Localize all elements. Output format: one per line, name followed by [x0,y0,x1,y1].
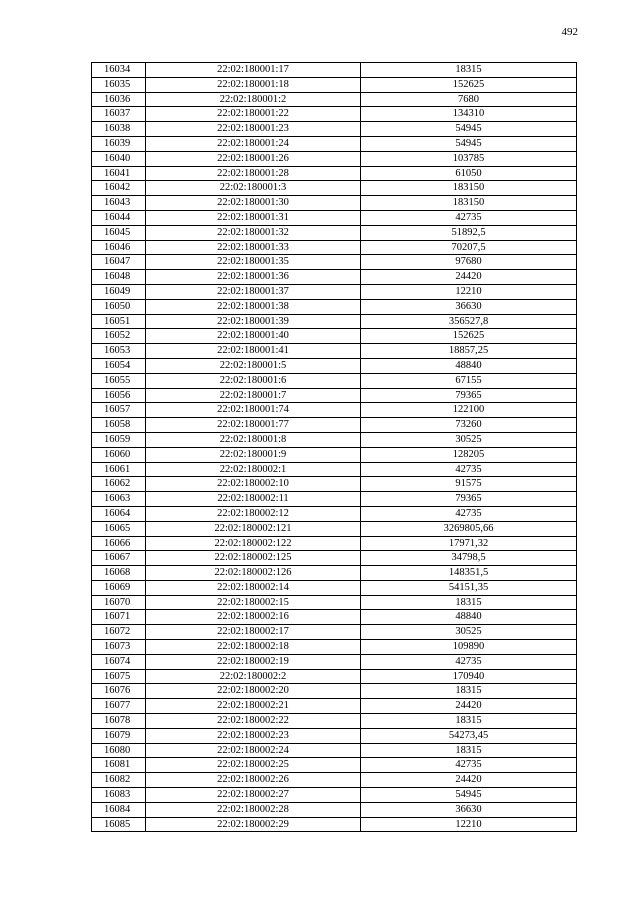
table-row [92,551,577,566]
value-cell: 18315 [361,743,577,758]
value-cell: 42735 [361,654,577,669]
table-row [92,462,577,477]
row-number-cell: 16066 [92,536,146,551]
row-number-cell: 16071 [92,610,146,625]
table-row [92,299,577,314]
cadastral-number-cell: 22:02:180002:126 [146,566,361,581]
value-cell: 17971,32 [361,536,577,551]
value-cell: 7680 [361,92,577,107]
cadastral-number-cell: 22:02:180001:17 [146,63,361,78]
row-number-cell: 16053 [92,344,146,359]
value-cell: 42735 [361,462,577,477]
row-number-cell: 16049 [92,284,146,299]
table-row [92,388,577,403]
value-cell: 34798,5 [361,551,577,566]
table-row [92,640,577,655]
value-cell: 18315 [361,595,577,610]
cadastral-number-cell: 22:02:180001:31 [146,210,361,225]
row-number-cell: 16041 [92,166,146,181]
cadastral-number-cell: 22:02:180001:41 [146,344,361,359]
row-number-cell: 16081 [92,758,146,773]
value-cell: 36630 [361,299,577,314]
value-cell: 51892,5 [361,225,577,240]
row-number-cell: 16036 [92,92,146,107]
table-row [92,92,577,107]
value-cell: 48840 [361,610,577,625]
value-cell: 97680 [361,255,577,270]
table-row [92,210,577,225]
table-row [92,684,577,699]
cadastral-number-cell: 22:02:180002:22 [146,714,361,729]
cadastral-number-cell: 22:02:180002:11 [146,492,361,507]
value-cell: 128205 [361,447,577,462]
table-row [92,344,577,359]
value-cell: 148351,5 [361,566,577,581]
cadastral-number-cell: 22:02:180002:122 [146,536,361,551]
table-row [92,196,577,211]
table-row [92,714,577,729]
cadastral-number-cell: 22:02:180001:39 [146,314,361,329]
cadastral-number-cell: 22:02:180001:2 [146,92,361,107]
row-number-cell: 16056 [92,388,146,403]
table-row [92,432,577,447]
cadastral-number-cell: 22:02:180001:5 [146,358,361,373]
table-row [92,63,577,78]
row-number-cell: 16046 [92,240,146,255]
table-row [92,788,577,803]
value-cell: 54945 [361,136,577,151]
table-row [92,314,577,329]
row-number-cell: 16084 [92,802,146,817]
value-cell: 3269805,66 [361,521,577,536]
row-number-cell: 16079 [92,728,146,743]
row-number-cell: 16059 [92,432,146,447]
value-cell: 18315 [361,63,577,78]
table-row [92,817,577,832]
row-number-cell: 16051 [92,314,146,329]
value-cell: 170940 [361,669,577,684]
value-cell: 54273,45 [361,728,577,743]
table-row [92,699,577,714]
table-row [92,610,577,625]
table-row [92,181,577,196]
row-number-cell: 16057 [92,403,146,418]
cadastral-number-cell: 22:02:180002:2 [146,669,361,684]
cadastral-number-cell: 22:02:180001:6 [146,373,361,388]
table-row [92,403,577,418]
cadastral-number-cell: 22:02:180002:27 [146,788,361,803]
table-row [92,625,577,640]
cadastral-number-cell: 22:02:180002:15 [146,595,361,610]
cadastral-number-cell: 22:02:180001:32 [146,225,361,240]
cadastral-number-cell: 22:02:180001:36 [146,270,361,285]
value-cell: 54151,35 [361,580,577,595]
row-number-cell: 16060 [92,447,146,462]
value-cell: 134310 [361,107,577,122]
row-number-cell: 16038 [92,122,146,137]
row-number-cell: 16034 [92,63,146,78]
cadastral-number-cell: 22:02:180001:35 [146,255,361,270]
table-row [92,728,577,743]
cadastral-number-cell: 22:02:180001:18 [146,77,361,92]
row-number-cell: 16061 [92,462,146,477]
table-row [92,225,577,240]
cadastral-number-cell: 22:02:180001:22 [146,107,361,122]
cadastral-number-cell: 22:02:180001:7 [146,388,361,403]
row-number-cell: 16052 [92,329,146,344]
table-row [92,418,577,433]
table-row [92,240,577,255]
cadastral-number-cell: 22:02:180002:17 [146,625,361,640]
table-row [92,447,577,462]
value-cell: 42735 [361,758,577,773]
value-cell: 48840 [361,358,577,373]
row-number-cell: 16075 [92,669,146,684]
value-cell: 356527,8 [361,314,577,329]
row-number-cell: 16073 [92,640,146,655]
value-cell: 152625 [361,329,577,344]
row-number-cell: 16065 [92,521,146,536]
table-row [92,270,577,285]
cadastral-number-cell: 22:02:180001:26 [146,151,361,166]
table-row [92,122,577,137]
row-number-cell: 16058 [92,418,146,433]
cadastral-number-cell: 22:02:180002:1 [146,462,361,477]
value-cell: 24420 [361,699,577,714]
row-number-cell: 16042 [92,181,146,196]
value-cell: 70207,5 [361,240,577,255]
row-number-cell: 16048 [92,270,146,285]
value-cell: 18315 [361,714,577,729]
table-row [92,595,577,610]
row-number-cell: 16067 [92,551,146,566]
cadastral-number-cell: 22:02:180002:121 [146,521,361,536]
row-number-cell: 16040 [92,151,146,166]
cadastral-number-cell: 22:02:180002:28 [146,802,361,817]
cadastral-number-cell: 22:02:180002:23 [146,728,361,743]
row-number-cell: 16039 [92,136,146,151]
cadastral-number-cell: 22:02:180002:12 [146,506,361,521]
row-number-cell: 16035 [92,77,146,92]
row-number-cell: 16050 [92,299,146,314]
value-cell: 79365 [361,492,577,507]
table-row [92,536,577,551]
table-row [92,358,577,373]
table-row [92,743,577,758]
value-cell: 30525 [361,625,577,640]
cadastral-number-cell: 22:02:180001:40 [146,329,361,344]
table-row [92,669,577,684]
table-row [92,802,577,817]
value-cell: 91575 [361,477,577,492]
row-number-cell: 16044 [92,210,146,225]
value-cell: 67155 [361,373,577,388]
cadastral-number-cell: 22:02:180002:25 [146,758,361,773]
value-cell: 183150 [361,196,577,211]
table-row [92,477,577,492]
value-cell: 24420 [361,773,577,788]
cadastral-number-cell: 22:02:180002:20 [146,684,361,699]
row-number-cell: 16069 [92,580,146,595]
table-row [92,166,577,181]
table-row [92,506,577,521]
row-number-cell: 16043 [92,196,146,211]
value-cell: 12210 [361,817,577,832]
table-row [92,136,577,151]
cadastral-number-cell: 22:02:180002:21 [146,699,361,714]
table-row [92,77,577,92]
row-number-cell: 16064 [92,506,146,521]
cadastral-number-cell: 22:02:180002:14 [146,580,361,595]
table-row [92,758,577,773]
cadastral-number-cell: 22:02:180001:33 [146,240,361,255]
cadastral-number-cell: 22:02:180001:77 [146,418,361,433]
value-cell: 18857,25 [361,344,577,359]
value-cell: 42735 [361,506,577,521]
table-row [92,151,577,166]
table-row [92,284,577,299]
table-row [92,373,577,388]
row-number-cell: 16037 [92,107,146,122]
value-cell: 54945 [361,788,577,803]
value-cell: 122100 [361,403,577,418]
value-cell: 79365 [361,388,577,403]
value-cell: 152625 [361,77,577,92]
cadastral-number-cell: 22:02:180002:29 [146,817,361,832]
cadastral-number-cell: 22:02:180001:74 [146,403,361,418]
cadastral-number-cell: 22:02:180001:24 [146,136,361,151]
row-number-cell: 16054 [92,358,146,373]
cadastral-number-cell: 22:02:180002:24 [146,743,361,758]
row-number-cell: 16072 [92,625,146,640]
row-number-cell: 16045 [92,225,146,240]
value-cell: 109890 [361,640,577,655]
row-number-cell: 16062 [92,477,146,492]
value-cell: 36630 [361,802,577,817]
value-cell: 103785 [361,151,577,166]
cadastral-number-cell: 22:02:180001:30 [146,196,361,211]
row-number-cell: 16070 [92,595,146,610]
value-cell: 12210 [361,284,577,299]
cadastral-number-cell: 22:02:180002:26 [146,773,361,788]
row-number-cell: 16078 [92,714,146,729]
value-cell: 73260 [361,418,577,433]
value-cell: 18315 [361,684,577,699]
cadastral-number-cell: 22:02:180002:19 [146,654,361,669]
row-number-cell: 16047 [92,255,146,270]
row-number-cell: 16080 [92,743,146,758]
page-number: 492 [561,26,578,38]
cadastral-number-cell: 22:02:180001:23 [146,122,361,137]
table-row [92,773,577,788]
table-row [92,654,577,669]
row-number-cell: 16085 [92,817,146,832]
cadastral-number-cell: 22:02:180002:10 [146,477,361,492]
cadastral-number-cell: 22:02:180001:38 [146,299,361,314]
registry-table [91,62,577,832]
cadastral-number-cell: 22:02:180001:28 [146,166,361,181]
cadastral-number-cell: 22:02:180002:125 [146,551,361,566]
row-number-cell: 16055 [92,373,146,388]
value-cell: 30525 [361,432,577,447]
cadastral-number-cell: 22:02:180002:18 [146,640,361,655]
row-number-cell: 16068 [92,566,146,581]
table-row [92,255,577,270]
table-row [92,329,577,344]
value-cell: 42735 [361,210,577,225]
table-row [92,107,577,122]
row-number-cell: 16074 [92,654,146,669]
value-cell: 61050 [361,166,577,181]
value-cell: 54945 [361,122,577,137]
table-row [92,580,577,595]
cadastral-number-cell: 22:02:180001:3 [146,181,361,196]
cadastral-number-cell: 22:02:180001:8 [146,432,361,447]
table-row [92,492,577,507]
cadastral-number-cell: 22:02:180001:9 [146,447,361,462]
value-cell: 183150 [361,181,577,196]
table-row [92,521,577,536]
cadastral-number-cell: 22:02:180002:16 [146,610,361,625]
value-cell: 24420 [361,270,577,285]
row-number-cell: 16063 [92,492,146,507]
row-number-cell: 16076 [92,684,146,699]
registry-table-body [92,63,577,832]
table-row [92,566,577,581]
row-number-cell: 16077 [92,699,146,714]
row-number-cell: 16082 [92,773,146,788]
row-number-cell: 16083 [92,788,146,803]
cadastral-number-cell: 22:02:180001:37 [146,284,361,299]
